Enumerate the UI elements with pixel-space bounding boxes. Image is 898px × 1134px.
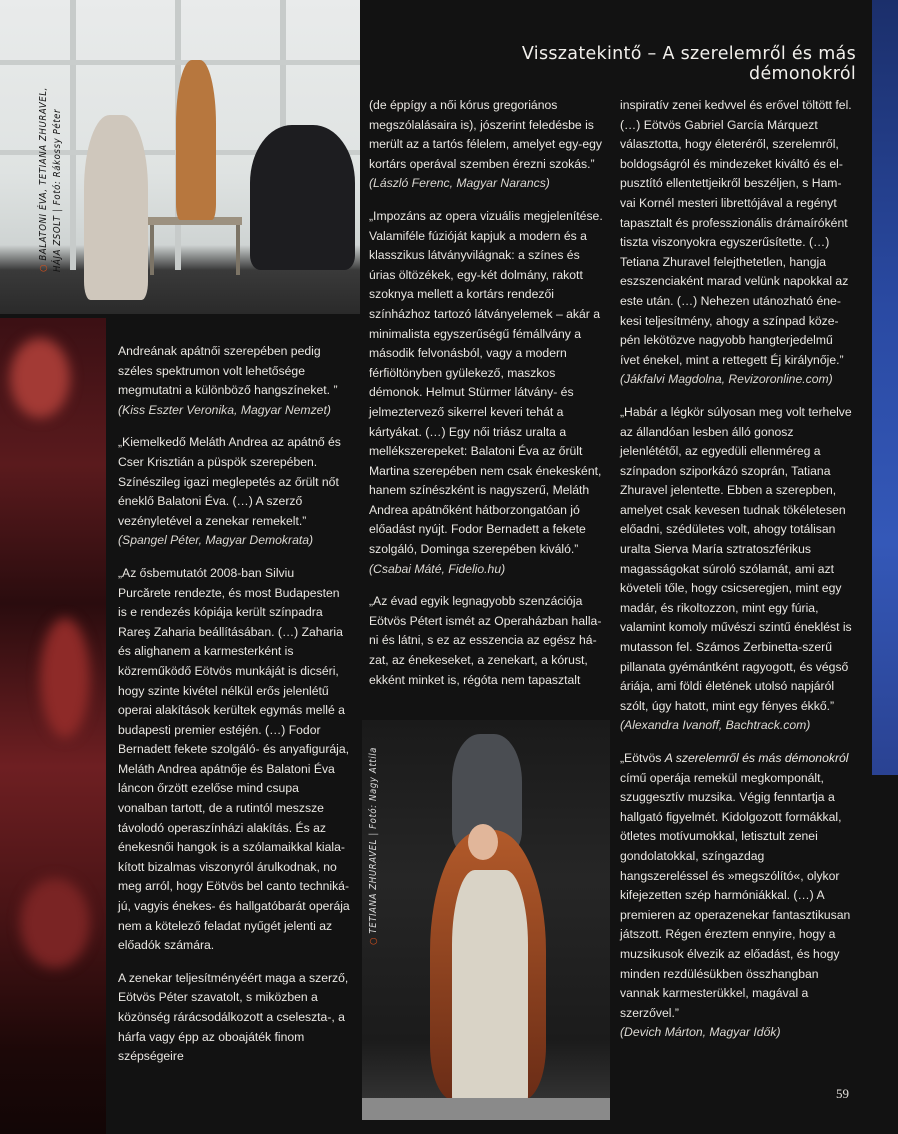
stage-light [40, 618, 90, 738]
credit-circle-icon: ○ [368, 936, 379, 945]
photo-credit-names [38, 87, 49, 272]
review-paragraph [620, 403, 852, 736]
review-paragraph: „Az ősbemutatót 2008-ban Silviu Purcărete rendezte, és most Budapesten is e rendezés kópiája került színpadra Rareş Zaharia beállításában. (…) Zaharia és alighanem a karmesterként is közreműködő Eötvös munkáját is dicséri, hogy szinte kivétel nélkül erős jelenlétű operai alakítások kerültek egymás mellé a budapesti premier estéjén. (…) Fodor Bernadett fekete szolgáló- és anyafigurája, Meláth Andrea apátnője és Balatoni Éva láncon őrzött ezelőse mind csupa vonalban tartott, de a rutintól meszsze távolodó operaszínházi alakítás. És az énekesnői hangok is a szólamaikkal kialakított bizalmas viszonyról árulkodnak, no meg arról, hogy Eötvös bel canto technikájú, vagyis énekes- és hallgatóbarát operája nem a kötelező feladat nyűgét jelenti az előadók számára. [118, 565, 350, 953]
stage-table-leg [236, 225, 240, 275]
performer-figure [84, 115, 148, 300]
stage-photo-zhuravel [362, 720, 610, 1120]
credit-circle-icon: ○ [38, 263, 49, 272]
credit-names-line2: HÁJA ZSOLT [52, 215, 63, 272]
review-text: „Habár a légkör súlyosan meg volt terhelve az állandóan lesben álló gonosz jelenlététől, az egyedüli ellenméreg a színpadon sziporkázó szoprán, Tatiana Zhuravel jelentette. Ebben a szerepben, amelyet csak kevesen tudnak tökéletesen előadni, szédületes volt, ahogy totálisan uralta Sierva María sztratoszférikus magasságokat súroló szólamát, ami azt követeli tőle, hogy csicseregjen, mint egy madár, és rikoltozzon, mint egy fúria, valamint komoly művészi szintű éneklést is mutasson fel. Számos Zerbinetta-szerű pillanata gyémántként ragyogott, és végső áriája, ami földi életének utolsó napjáról szólt, úgy hatott, mint egy fényes ékkő.” [620, 404, 852, 713]
review-source: (Kiss Eszter Veronika, Magyar Nemzet) [118, 402, 331, 417]
review-paragraph [369, 207, 605, 579]
page-header-title: Visszatekintő – A szerelemről és más démonokról [521, 44, 856, 84]
photo-credit-line2 [52, 109, 63, 272]
stage-table-leg [150, 225, 154, 275]
review-text: című operája remekül megkomponált, szuggesztív muzsika. Végig fenntartja a hallgató figyelmét. Kidolgozott formákkal, ötletes motívumokkal, letisztult zenei gondolatokkal, színgazdag hangszereléssel és »megszólító«, olykor kifejezetten szép harmóniákkal. (…) A premieren az operazenekar fantasztikusan játszott. Régen éreztem ennyire, hogy a muzsikusok élvezik az előadást, és hogy minden rezdülésükben összhangban vannak karmesterükkel, magával a szerzővel.” [620, 770, 851, 1020]
opera-title: A szerelemről és más démonokról [664, 751, 849, 765]
review-text: „Kiemelkedő Meláth Andrea az apátnő és Cser Krisztián a püspök szerepében. Színészileg igazi meglepetés az őrült nőt éneklő Balatoni Éva. (…) A szerző vezényletével a zenekar remekelt.” [118, 435, 341, 528]
credit-separator: | [368, 832, 379, 836]
credit-separator: | [52, 208, 63, 212]
stage-light [20, 878, 90, 968]
review-text: (de éppígy a női kórus gregoriános megszólalásaira is), jószerint feledésbe is merült az a tartós félelem, amelyet egy-egy kortárs operával szemben érezni szokás.” [369, 98, 603, 171]
review-paragraph: A zenekar teljesítményéért maga a szerző, Eötvös Péter szavatolt, s miközben a közönség rárácsodálkozott a cseleszta-, a hárfa vagy épp az oboajáték finom szépségeire [118, 970, 349, 1064]
credit-name: TETIANA ZHURAVEL [368, 839, 379, 934]
set-frame [70, 0, 76, 270]
review-paragraph [118, 433, 350, 551]
review-paragraph [620, 96, 852, 390]
set-frame [0, 60, 360, 65]
review-text: „Impozáns az opera vizuális megjelenítése. Valamiféle fúzióját kapjuk a modern és a klasszikus látványvilágnak: a színes és úrias öltözékek, egy-két dolmány, rakott szoknya mellett a kortárs rendezői színházhoz tartozó látványelemek – akár a minimalista egyszerűségű fémállvány a második felvonásból, vagy a modern férfiöltönyben gyülekező, maszkos démonok. Helmut Stürmer látvány- és jelmeztervező sikerrel keveri tehát a kártyákat. (…) Egy női triász uralta a mellékszerepeket: Balatoni Éva az őrült Martina szerepében nem csak énekesként, hanem színészként is nagyszerű, Meláth Andrea apátnőként hátborzongatóan jó előadást nyújt. Fodor Bernadett a fekete szolgáló, Dominga szerepében kiváló.” [369, 208, 603, 557]
text-column-2 [369, 96, 605, 703]
performer-dress [452, 870, 528, 1120]
text-column-1 [118, 342, 350, 1080]
text-column-3 [620, 96, 852, 1056]
review-text: Andreának apátnői szerepében pedig széles spektrumon volt lehetősége megmutatni a különböző hangszíneket. ” [118, 344, 338, 398]
credit-photographer: Fotó: Rákossy Péter [52, 108, 63, 206]
performer-face [468, 824, 498, 860]
photo-credit-mid [368, 747, 379, 945]
review-source: (László Ferenc, Magyar Narancs) [369, 176, 550, 191]
review-text-lead: „Eötvös [620, 751, 665, 765]
stage-photo-right [872, 0, 898, 775]
review-source: (Jákfalvi Magdolna, Revizoronline.com) [620, 372, 833, 387]
review-paragraph [620, 749, 852, 1043]
review-paragraph: „Az évad egyik legnagyobb szenzációja Eötvös Pétert ismét az Operaházban hallani és látni, s ez az esszencia az egész házat, az énekeseket, a zenekart, a kórust, ekként minket is, régóta nem tapasztalt [369, 594, 602, 687]
review-source: (Alexandra Ivanoff, Bachtrack.com) [620, 718, 811, 733]
performer-figure [176, 60, 216, 220]
performer-figure [250, 125, 355, 270]
review-paragraph [369, 96, 605, 194]
stage-light [10, 338, 70, 418]
review-source: (Csabai Máté, Fidelio.hu) [369, 561, 506, 576]
credit-names-line1: BALATONI ÉVA, TETIANA ZHURAVEL, [38, 87, 49, 261]
review-source: (Spangel Péter, Magyar Demokrata) [118, 533, 314, 548]
credit-photographer: Fotó: Nagy Attila [368, 746, 379, 829]
review-paragraph [118, 342, 350, 420]
page-number: 59 [836, 1086, 849, 1101]
stage-photo-left [0, 318, 106, 1134]
stage-floor [362, 1098, 610, 1120]
review-text: inspiratív zenei kedvvel és erővel töltött fel. (…) Eötvös Gabriel García Márquezt választotta, hogy életeréről, szerelemről, boldogságról és mindezeket kiváltó és elpusztító ellentettjeikről beszéljen, s Hamvai Kornél mesteri librettójával a regényt tapasztalt és professzionális drámaíróként tiszta viszonyokra egyszerűsítette. (…) Tetiana Zhuravel felejthetetlen, hangja eszszenciaként marad velünk napokkal az este után. (…) Nehezen utánozható énekesi teljesítmény, ahogy a színpad közepén lekötözve nagyobb hangterjedelmű ívet énekel, mint a rettegett Éj királynője.” [620, 98, 852, 367]
review-source: (Devich Márton, Magyar Idők) [620, 1025, 781, 1040]
